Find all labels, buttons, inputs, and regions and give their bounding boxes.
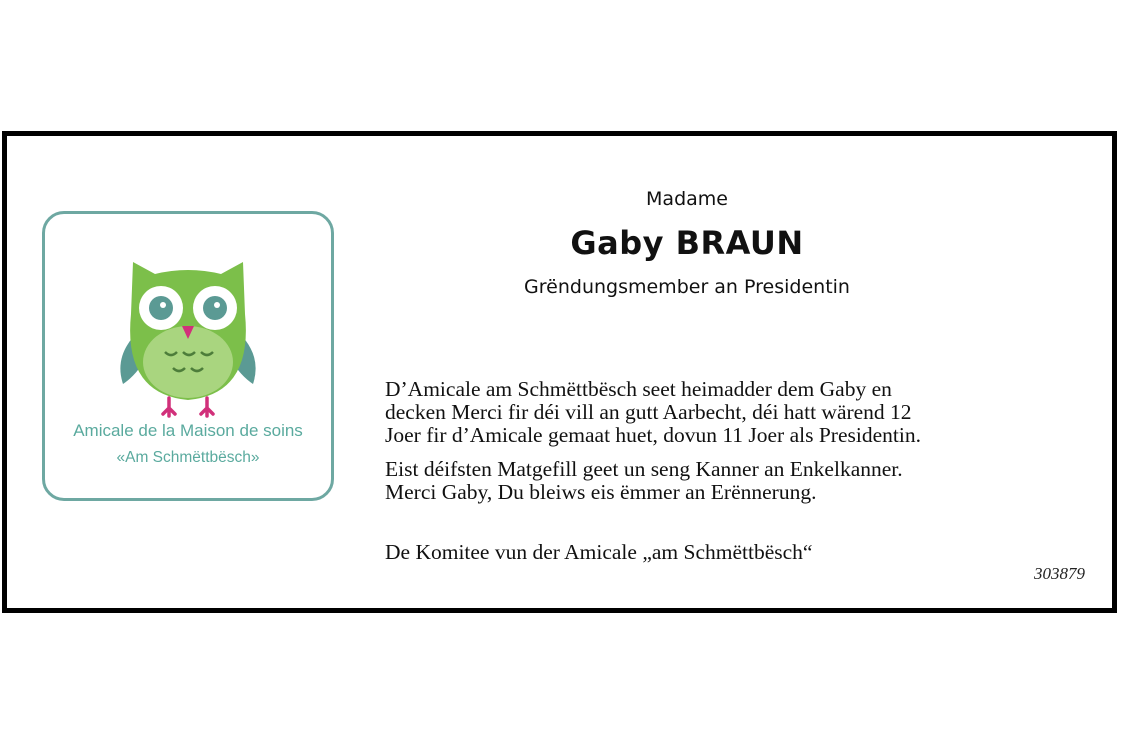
message-line: Eist déifsten Matgefill geet un seng Kanner an Enkelkanner. (385, 457, 903, 481)
owl-icon (103, 244, 273, 424)
obituary-notice (2, 131, 1117, 613)
signature: De Komitee vun der Amicale „am Schmëttbësch“ (385, 540, 813, 564)
message-line: Merci Gaby, Du bleiws eis ëmmer an Erënnerung. (385, 480, 817, 504)
deceased-name: Gaby BRAUN (570, 224, 804, 262)
logo-text-line1: Amicale de la Maison de soins (73, 421, 303, 440)
message-paragraph-2 (385, 458, 1091, 504)
amicale-logo (42, 211, 334, 501)
message-line: decken Merci fir déi vill an gutt Aarbecht, déi hatt wärend 12 (385, 400, 912, 424)
salutation: Madame (646, 188, 728, 210)
logo-text-line2: «Am Schmëttbësch» (116, 449, 260, 466)
message-line: Joer fir d’Amicale gemaat huet, dovun 11 Joer als Presidentin. (385, 423, 921, 447)
reference-number: 303879 (1034, 564, 1085, 583)
role-title: Grëndungsmember an Presidentin (524, 276, 850, 298)
message-line: D’Amicale am Schmëttbësch seet heimadder dem Gaby en (385, 377, 892, 401)
message-paragraph-1 (385, 378, 1091, 447)
